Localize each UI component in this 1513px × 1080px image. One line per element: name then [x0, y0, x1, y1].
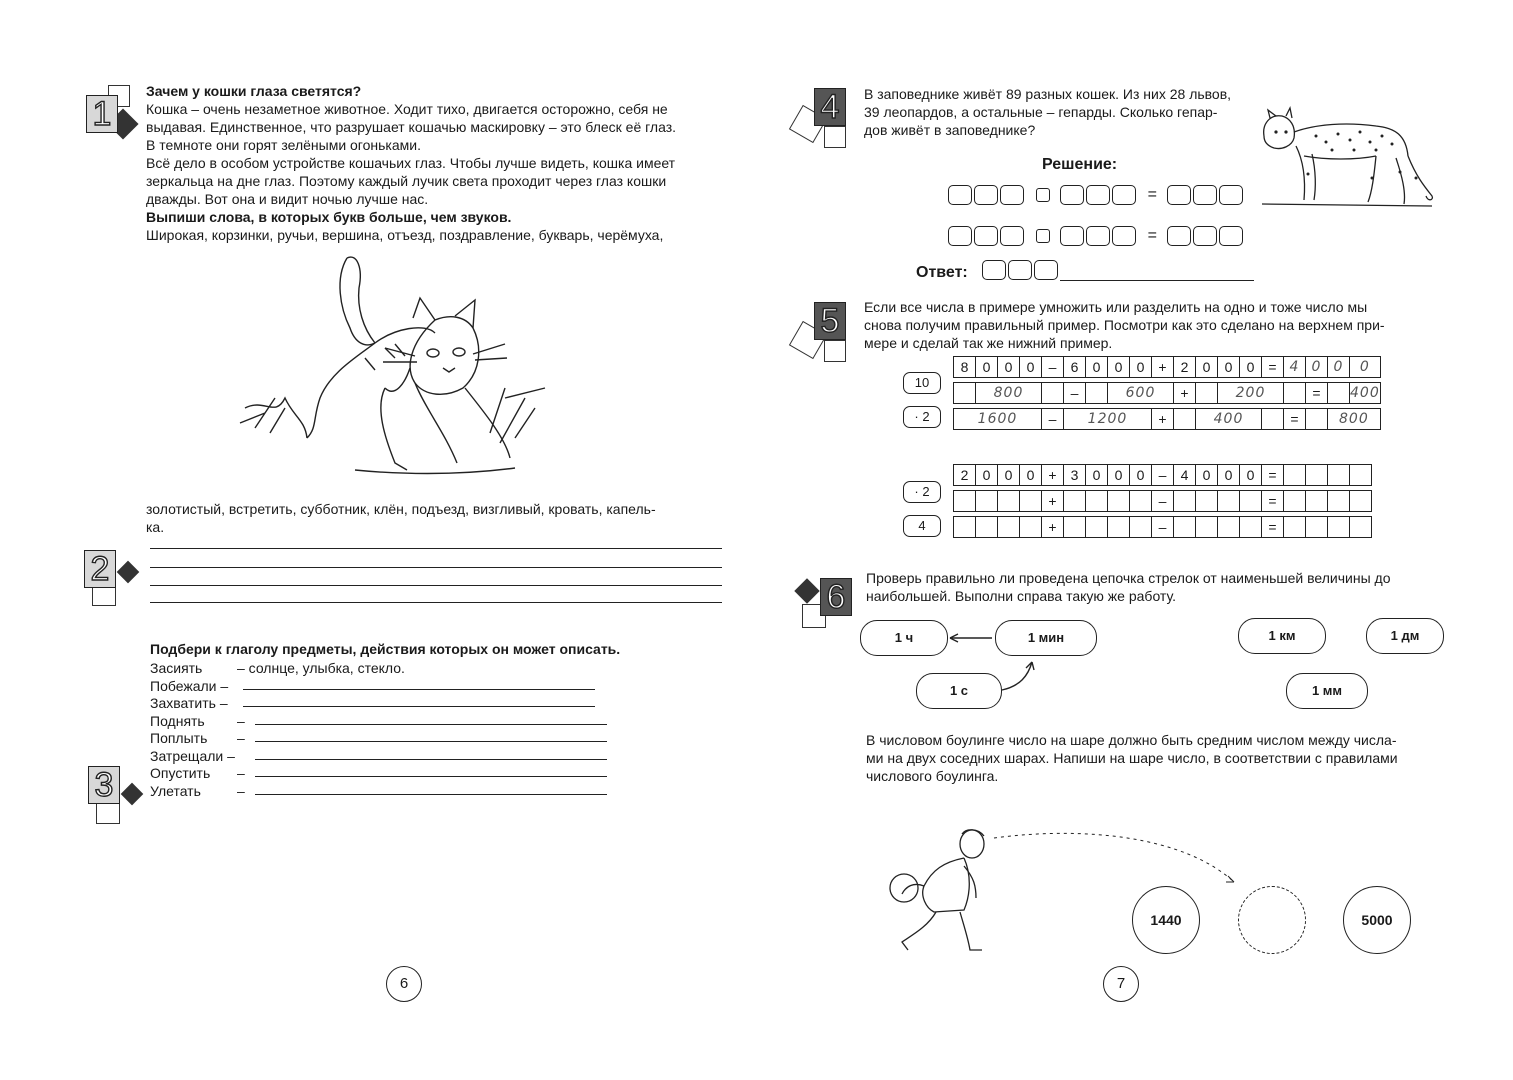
grid-cell [954, 383, 976, 404]
digit-box[interactable] [1000, 185, 1024, 205]
digit-box[interactable] [1112, 185, 1136, 205]
verb-label: Улетать [150, 783, 201, 799]
grid-cell: 0 [998, 465, 1020, 486]
operator-cell: = [1262, 491, 1284, 512]
handwritten-row-2 [954, 383, 1381, 404]
task4-text: В заповеднике живёт 89 разных кошек. Из них 28 львов, 39 леопардов, а остальные – гепарды. Сколько гепар- дов живёт в заповеднике? [864, 86, 1232, 138]
task-number-badge-6 [798, 568, 864, 634]
answer-cell[interactable] [1020, 517, 1042, 538]
operator-cell: – [1064, 383, 1086, 404]
answer-line[interactable] [150, 585, 722, 586]
task3-example-verb: Засиять [150, 660, 203, 676]
bottom-example-row [954, 465, 1372, 486]
answer-cell[interactable] [1284, 491, 1306, 512]
answer-cell[interactable] [1086, 491, 1108, 512]
verb-answer-line[interactable] [255, 724, 607, 725]
task5-text: Если все числа в примере умножить или разделить на одно и тоже число мы снова получим правильный пример. Посмотри как это сделано на верхнем при- мере и сделай так же нижний пример. [864, 299, 1385, 351]
verb-dash: – [237, 765, 245, 781]
digit-box[interactable] [1112, 226, 1136, 246]
equals-sign: = [1147, 186, 1158, 203]
top-example-grid [953, 356, 1381, 430]
answer-line[interactable] [150, 602, 722, 603]
grid-cell: 0 [1108, 357, 1130, 378]
operator-box[interactable] [1036, 188, 1050, 202]
solution-row-2 [948, 226, 1245, 246]
answer-cell[interactable] [1196, 517, 1218, 538]
bowling-ball: 5000 [1343, 886, 1411, 954]
task-number-badge-5 [794, 300, 860, 366]
digit-box[interactable] [1086, 226, 1110, 246]
answer-cell[interactable] [1130, 491, 1152, 512]
verb-answer-line[interactable] [255, 741, 607, 742]
bowling-ball: 1440 [1132, 886, 1200, 954]
handwritten-value: 1600 [954, 409, 1042, 430]
grid-cell: 3 [1064, 465, 1086, 486]
task-number-badge-4 [794, 86, 860, 152]
operator-cell: = [1284, 409, 1306, 430]
grid-cell: 0 [1218, 465, 1240, 486]
answer-cell[interactable] [1328, 517, 1350, 538]
answer-cell[interactable] [1240, 491, 1262, 512]
operator-cell: + [1152, 409, 1174, 430]
grid-cell [1262, 409, 1284, 430]
page-number-right: 7 [1103, 966, 1139, 1002]
operator-cell: + [1042, 491, 1064, 512]
operator-cell: + [1042, 517, 1064, 538]
handwritten-value: 400 [1350, 383, 1381, 404]
answer-row [954, 491, 1372, 512]
digit-box[interactable] [1193, 226, 1217, 246]
grid-cell: 4 [1174, 465, 1196, 486]
grid-cell: – [1152, 465, 1174, 486]
digit-box[interactable] [1008, 260, 1032, 280]
digit-box[interactable] [948, 226, 972, 246]
operator-cell: – [1152, 491, 1174, 512]
grid-cell: 0 [1086, 465, 1108, 486]
grid-cell [1042, 383, 1064, 404]
digit-box[interactable] [1167, 185, 1191, 205]
verb-label: Затрещали – [150, 748, 235, 764]
grid-cell: 0 [1108, 465, 1130, 486]
answer-cell[interactable] [1350, 517, 1372, 538]
answer-cell[interactable] [954, 491, 976, 512]
bottom-example-grid [953, 464, 1372, 538]
grid-cell: + [1152, 357, 1174, 378]
grid-cell: 0 [1328, 357, 1350, 378]
verb-dash: – [237, 783, 245, 799]
grid-cell: 0 [1020, 465, 1042, 486]
grid-cell: 6 [1064, 357, 1086, 378]
answer-cell[interactable] [1306, 465, 1328, 486]
answer-cell[interactable] [1284, 517, 1306, 538]
digit-box[interactable] [1086, 185, 1110, 205]
grid-cell: 0 [1240, 357, 1262, 378]
answer-line[interactable] [150, 567, 722, 568]
bowling-text: В числовом боулинге число на шаре должно быть средним числом между числа- ми на двух соседних шарах. Напиши на шаре число, в соответствии с правилами числового боулинга. [866, 732, 1398, 784]
task1-title: Зачем у кошки глаза светятся? [146, 83, 362, 99]
task-number: 6 [820, 578, 852, 616]
verb-label: Опустить [150, 765, 211, 781]
answer-cell[interactable] [1064, 491, 1086, 512]
task-number: 3 [88, 766, 120, 804]
grid-cell [1306, 409, 1328, 430]
solution-row-1 [948, 185, 1245, 205]
answer-line[interactable] [150, 548, 722, 549]
grid-cell: = [1262, 465, 1284, 486]
grid-cell [1196, 383, 1218, 404]
answer-cell[interactable] [1240, 517, 1262, 538]
handwritten-value: 800 [976, 383, 1042, 404]
equals-sign: = [1147, 227, 1158, 244]
grid-cell: + [1042, 465, 1064, 486]
grid-cell: 8 [954, 357, 976, 378]
task6-text: Проверь правильно ли проведена цепочка стрелок от наименьшей величины до наибольшей. Выполни справа такую же работу. [866, 570, 1391, 604]
unit-pill-dm[interactable]: 1 дм [1366, 618, 1444, 654]
task-number-badge-1 [78, 85, 144, 151]
answer-cell[interactable] [1086, 517, 1108, 538]
grid-cell: 0 [1086, 357, 1108, 378]
task-number: 1 [86, 95, 118, 133]
grid-cell: 0 [1218, 357, 1240, 378]
task-number-badge-2 [80, 546, 146, 612]
verb-label: Захватить – [150, 695, 228, 711]
grid-cell: 0 [998, 357, 1020, 378]
answer-cell[interactable] [1218, 491, 1240, 512]
answer-cell[interactable] [1328, 465, 1350, 486]
answer-cell[interactable] [976, 491, 998, 512]
answer-cell[interactable] [1328, 491, 1350, 512]
digit-box[interactable] [1193, 185, 1217, 205]
unit-pill-km[interactable]: 1 км [1238, 618, 1326, 654]
multiplier-badge: 10 [903, 372, 941, 394]
operator-cell: = [1262, 517, 1284, 538]
answer-cell[interactable] [1350, 465, 1372, 486]
answer-boxes [982, 260, 1060, 280]
grid-cell: 0 [1196, 357, 1218, 378]
grid-cell: 0 [1306, 357, 1328, 378]
task1-words-line3: ка. [146, 519, 165, 535]
verb-answer-line[interactable] [255, 759, 607, 760]
digit-box[interactable] [1219, 185, 1243, 205]
task3-instruction: Подбери к глаголу предметы, действия которых он может описать. [150, 641, 621, 657]
multiplier-badge: 4 [903, 515, 941, 537]
grid-cell: 4 [1284, 357, 1306, 378]
grid-cell: 0 [1196, 465, 1218, 486]
operator-cell: – [1152, 517, 1174, 538]
handwritten-value: 600 [1108, 383, 1174, 404]
answer-cell[interactable] [1306, 491, 1328, 512]
answer-cell[interactable] [954, 517, 976, 538]
answer-cell[interactable] [1174, 491, 1196, 512]
multiplier-badge: · 2 [903, 481, 941, 503]
page-number-left: 6 [386, 966, 422, 1002]
grid-cell: 0 [1130, 465, 1152, 486]
operator-cell: – [1042, 409, 1064, 430]
task3-example-answer: – солнце, улыбка, стекло. [237, 660, 405, 676]
grid-cell: 0 [1020, 357, 1042, 378]
task1-words-line1: Широкая, корзинки, ручьи, вершина, отъезд, поздравление, букварь, черёмуха, [146, 227, 664, 243]
verb-answer-line[interactable] [243, 706, 595, 707]
answer-unit-line[interactable] [1060, 280, 1254, 281]
answer-cell[interactable] [1196, 491, 1218, 512]
digit-box[interactable] [1219, 226, 1243, 246]
grid-cell [1086, 383, 1108, 404]
unit-pill-hour[interactable]: 1 ч [860, 620, 948, 656]
grid-cell [1174, 409, 1196, 430]
grid-cell: 0 [976, 465, 998, 486]
solution-label: Решение: [1042, 156, 1118, 173]
grid-cell [1328, 383, 1350, 404]
handwritten-value: 400 [1196, 409, 1262, 430]
bowling-ball-empty[interactable] [1238, 886, 1306, 954]
task1-paragraph: Кошка – очень незаметное животное. Ходит тихо, двигается осторожно, себя не выдавая. Единственное, что разрушает кошачью маскировку – это блеск её глаз. В темноте они горят зелёными огоньками. Всё дело в особом устройстве кошачьих глаз. Чтобы лучше видеть, кошка имеет зеркальца на дне глаз. Поэтому каждый лучик света проходит через глаз кошки дважды. Вот она и видит ночью лучше нас. [146, 101, 677, 207]
task-number: 2 [84, 550, 116, 588]
grid-cell: 0 [1240, 465, 1262, 486]
digit-box[interactable] [1167, 226, 1191, 246]
task1-words-line2: золотистый, встретить, субботник, клён, подъезд, визгливый, кровать, капель- [146, 501, 656, 517]
cat-illustration [235, 248, 555, 483]
task-number-badge-3 [84, 764, 150, 830]
grid-cell: 0 [976, 357, 998, 378]
handwritten-value: 1200 [1064, 409, 1152, 430]
answer-cell[interactable] [1350, 491, 1372, 512]
answer-row [954, 517, 1372, 538]
handwritten-value: 200 [1218, 383, 1284, 404]
grid-cell: 0 [1130, 357, 1152, 378]
answer-cell[interactable] [1108, 491, 1130, 512]
operator-cell: + [1174, 383, 1196, 404]
multiplier-badge: · 2 [903, 406, 941, 428]
grid-cell [1284, 383, 1306, 404]
digit-box[interactable] [1060, 226, 1084, 246]
verb-dash: – [237, 713, 245, 729]
top-example-row [954, 357, 1381, 378]
verb-label: Побежали – [150, 678, 229, 694]
answer-cell[interactable] [1306, 517, 1328, 538]
grid-cell: 0 [1350, 357, 1381, 378]
verb-answer-line[interactable] [255, 776, 607, 777]
answer-cell[interactable] [1218, 517, 1240, 538]
unit-pill-mm[interactable]: 1 мм [1286, 673, 1368, 709]
arrows [940, 626, 1040, 696]
task1-instruction: Выпиши слова, в которых букв больше, чем звуков. [146, 209, 512, 225]
digit-box[interactable] [1034, 260, 1058, 280]
answer-cell[interactable] [1108, 517, 1130, 538]
cheetah-illustration [1256, 96, 1438, 214]
answer-cell[interactable] [976, 517, 998, 538]
digit-box[interactable] [1060, 185, 1084, 205]
answer-cell[interactable] [998, 491, 1020, 512]
handwritten-value: 800 [1328, 409, 1381, 430]
answer-cell[interactable] [1064, 517, 1086, 538]
ball-trajectory [984, 826, 1254, 896]
task-number: 4 [814, 88, 846, 126]
digit-box[interactable] [974, 185, 998, 205]
grid-cell: 2 [954, 465, 976, 486]
operator-cell: = [1306, 383, 1328, 404]
digit-box[interactable] [1000, 226, 1024, 246]
verb-label: Поплыть [150, 730, 208, 746]
grid-cell: 2 [1174, 357, 1196, 378]
answer-cell[interactable] [1130, 517, 1152, 538]
answer-label: Ответ: [916, 264, 968, 281]
grid-cell: = [1262, 357, 1284, 378]
verb-answer-line[interactable] [243, 689, 595, 690]
digit-box[interactable] [948, 185, 972, 205]
answer-cell[interactable] [1020, 491, 1042, 512]
verb-label: Поднять [150, 713, 205, 729]
handwritten-row-3 [954, 409, 1381, 430]
verb-dash: – [237, 730, 245, 746]
unit-pill-minute[interactable]: 1 мин [995, 620, 1097, 656]
unit-pill-second[interactable]: 1 с [916, 673, 1002, 709]
answer-cell[interactable] [1284, 465, 1306, 486]
answer-cell[interactable] [998, 517, 1020, 538]
verb-answer-line[interactable] [255, 794, 607, 795]
digit-box[interactable] [982, 260, 1006, 280]
digit-box[interactable] [974, 226, 998, 246]
grid-cell: – [1042, 357, 1064, 378]
task-number: 5 [814, 302, 846, 340]
answer-cell[interactable] [1174, 517, 1196, 538]
operator-box[interactable] [1036, 229, 1050, 243]
